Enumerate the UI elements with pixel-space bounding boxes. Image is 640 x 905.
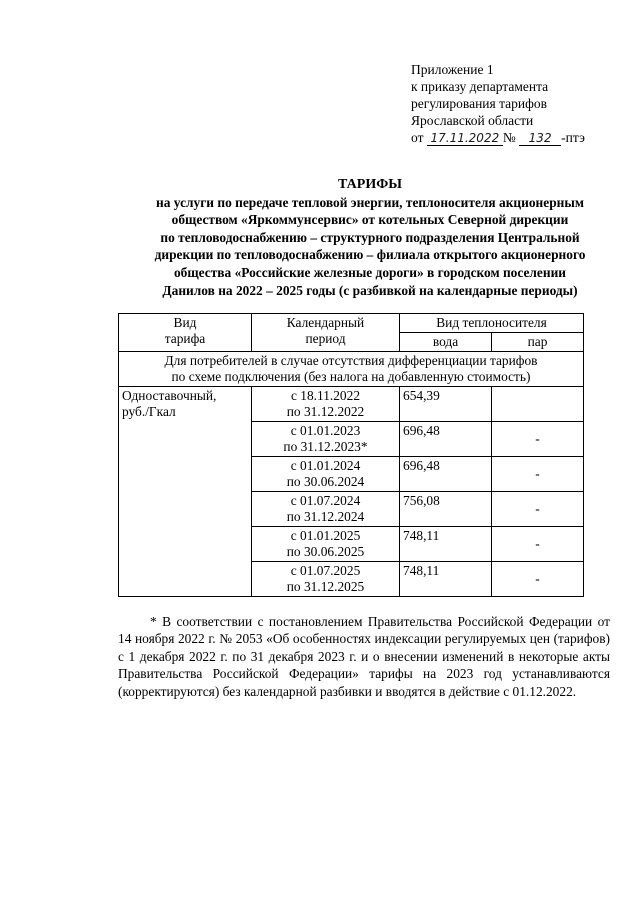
- period-from: с 01.01.2025: [290, 528, 361, 543]
- header-carrier: Вид теплоносителя: [400, 314, 584, 333]
- header-text: тарифа: [164, 331, 206, 346]
- steam-cell: -: [492, 422, 584, 457]
- period-from: с 01.07.2024: [290, 493, 361, 508]
- period-cell: [252, 387, 400, 422]
- tariff-name-text: Одноставочный,: [122, 388, 217, 403]
- steam-cell: -: [492, 527, 584, 562]
- period-from: с 01.01.2023: [290, 423, 361, 438]
- header-water: вода: [400, 333, 492, 352]
- period-cell: [252, 457, 400, 492]
- appendix-header: [411, 61, 585, 146]
- period-from: с 01.07.2025: [290, 563, 361, 578]
- period-to: по 30.06.2025: [286, 544, 365, 559]
- period-cell: [252, 527, 400, 562]
- water-cell: 748,11: [400, 527, 492, 562]
- section-text: Для потребителей в случае отсутствия дифференциации тарифов: [164, 353, 538, 368]
- from-label: от: [411, 130, 424, 145]
- period-cell: [252, 492, 400, 527]
- steam-cell: -: [492, 562, 584, 597]
- period-from: с 18.11.2022: [290, 388, 361, 403]
- title-line: дирекции по тепловодоснабжению – филиала открытого акционерного: [154, 247, 586, 263]
- period-from: с 01.01.2024: [290, 458, 361, 473]
- steam-cell: [492, 387, 584, 422]
- table-row: [119, 387, 584, 422]
- period-to: по 31.12.2023*: [283, 439, 368, 454]
- tariff-name-cell: [119, 387, 252, 597]
- number-sign: №: [502, 130, 516, 145]
- steam-cell: -: [492, 457, 584, 492]
- appendix-line: регулирования тарифов: [411, 96, 548, 111]
- header-text: Календарный: [286, 315, 365, 330]
- tariff-table: [118, 313, 584, 597]
- water-cell: 748,11: [400, 562, 492, 597]
- header-steam: пар: [492, 333, 584, 352]
- header-text: период: [305, 331, 346, 346]
- order-suffix: -птэ: [561, 130, 585, 145]
- water-cell: 654,39: [400, 387, 492, 422]
- order-date: 17.11.2022: [427, 132, 503, 146]
- section-text: по схеме подключения (без налога на добавленную стоимость): [171, 369, 531, 384]
- period-to: по 31.12.2025: [286, 579, 365, 594]
- section-row: [119, 352, 584, 387]
- title-line: обществом «Яркоммунсервис» от котельных Северной дирекции: [171, 212, 569, 228]
- period-to: по 31.12.2024: [286, 509, 365, 524]
- appendix-line: к приказу департамента: [411, 79, 549, 94]
- period-cell: [252, 422, 400, 457]
- appendix-order-line: [411, 129, 585, 146]
- period-to: по 31.12.2022: [286, 404, 365, 419]
- period-cell: [252, 562, 400, 597]
- header-text: Вид: [173, 315, 197, 330]
- footnote: * В соответствии с постановлением Правительства Российской Федерации от 14 ноября 2022 г. № 2053 «Об особенностях индексации регулируемых цен (тарифов) с 1 декабря 2022 г. по 31 декабря 2023 г. и о внесении изменений в некоторые акты Правительства Российской Федерации» тарифы на 2023 год устанавливаются (корректируются) без календарной разбивки и вводятся в действие с 01.12.2022.: [118, 614, 610, 699]
- header-period: [252, 314, 400, 352]
- title-line: по тепловодоснабжению – структурного подразделения Центральной: [160, 229, 580, 245]
- title-line: общества «Российские железные дороги» в городском поселении: [173, 264, 567, 280]
- water-cell: 696,48: [400, 422, 492, 457]
- header-tariff-type: [119, 314, 252, 352]
- appendix-line: Ярославской области: [411, 113, 534, 128]
- document-title: [100, 176, 640, 299]
- title-line: Данилов на 2022 – 2025 годы (с разбивкой на календарные периоды): [162, 282, 578, 298]
- order-number: 132: [519, 132, 561, 146]
- steam-cell: -: [492, 492, 584, 527]
- water-cell: 756,08: [400, 492, 492, 527]
- tariff-name-text: руб./Гкал: [122, 404, 176, 419]
- title-line: на услуги по передаче тепловой энергии, теплоносителя акционерным: [156, 194, 584, 210]
- appendix-line: Приложение 1: [411, 62, 494, 77]
- title-main: ТАРИФЫ: [338, 177, 402, 192]
- period-to: по 30.06.2024: [286, 474, 365, 489]
- water-cell: 696,48: [400, 457, 492, 492]
